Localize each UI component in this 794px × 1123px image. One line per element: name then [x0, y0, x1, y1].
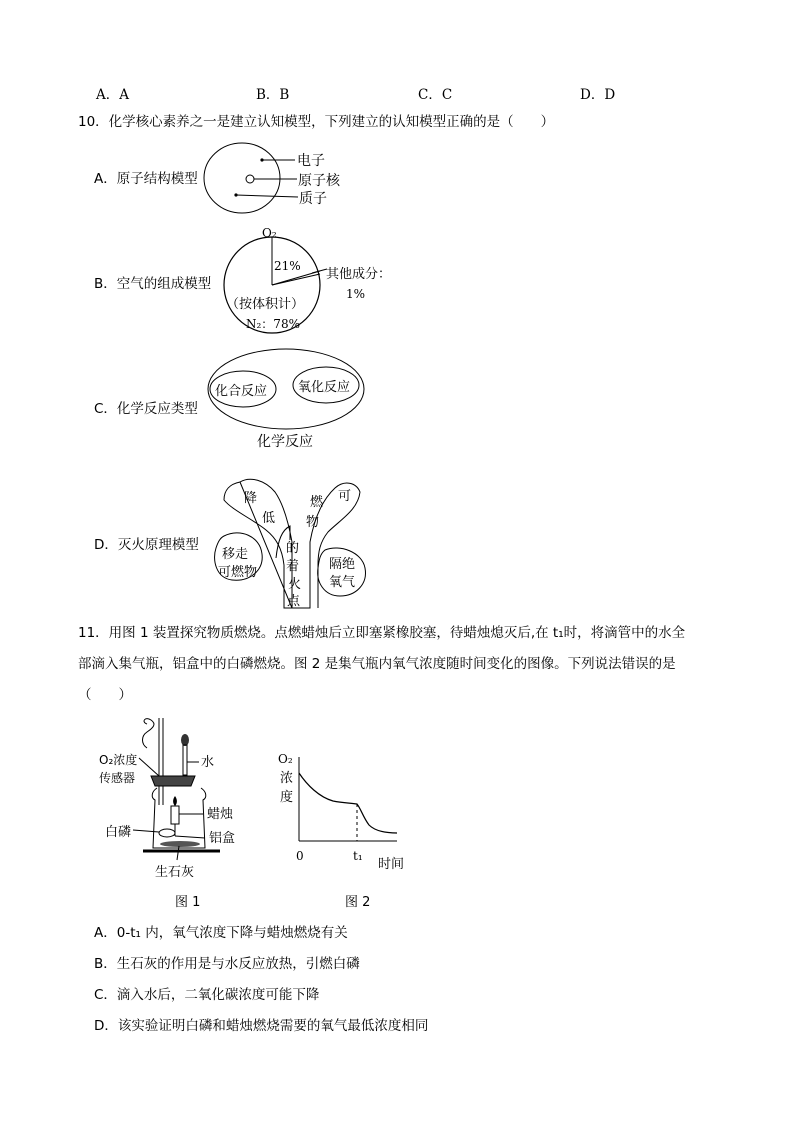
proton-label: 质子 — [299, 191, 327, 207]
pie-o2-pct: 21% — [274, 259, 301, 273]
q11-stem-line1: 11．用图 1 装置探究物质燃烧。点燃蜡烛后立即塞紧橡胶塞，待蜡烛熄灭后,在 t₁时，将滴管中的水全 — [78, 625, 686, 641]
dropper-tube — [183, 745, 187, 775]
ignition-char-4: 点 — [287, 594, 301, 609]
combustible-char-2: 燃 — [310, 495, 324, 510]
q11-option-b[interactable]: B．生石灰的作用是与水反应放热，引燃白磷 — [94, 956, 360, 972]
q9-option-a[interactable]: A．A — [96, 87, 129, 103]
remove-line-2: 可燃物 — [218, 565, 258, 580]
ignition-char-2: 着 — [286, 559, 300, 574]
pie-other-pct: 1% — [346, 287, 366, 301]
air-composition-pie — [222, 222, 402, 337]
y-label-o2: O₂ — [278, 752, 293, 766]
figure-2-caption: 图 2 — [345, 895, 371, 910]
lower-char-1: 降 — [244, 491, 258, 506]
phosphorus-label: 白磷 — [105, 825, 132, 840]
atom-structure-diagram — [200, 140, 380, 215]
pie-divider-other — [272, 274, 320, 285]
x-tick-t1: t₁ — [353, 849, 363, 863]
remove-line-1: 移走 — [222, 547, 249, 562]
combustible-char-3: 物 — [306, 515, 320, 530]
candle-flame — [173, 796, 177, 806]
al-box-leader — [175, 836, 205, 838]
sensor-wire — [143, 719, 154, 748]
q11-option-a[interactable]: A．0-t₁ 内，氧气浓度下降与蜡烛燃烧有关 — [94, 925, 348, 941]
fire-extinguish-diagram — [210, 470, 380, 615]
q11-option-c[interactable]: C．滴入水后，二氧化碳浓度可能下降 — [94, 987, 320, 1003]
ignition-char-3: 火 — [288, 577, 302, 592]
rubber-stopper — [151, 776, 195, 786]
q9-option-c[interactable]: C．C — [418, 87, 453, 103]
pie-by-volume: （按体积计） — [226, 297, 305, 312]
isolate-line-1: 隔绝 — [329, 557, 356, 572]
figure-2-chart — [275, 745, 415, 910]
combination-label: 化合反应 — [215, 384, 268, 399]
atom-outer-circle — [204, 143, 280, 213]
q10-option-c-label[interactable]: C．化学反应类型 — [94, 401, 198, 417]
q9-option-b[interactable]: B．B — [256, 87, 290, 103]
isolate-line-2: 氧气 — [329, 575, 356, 590]
pie-n2-label: N₂：78% — [246, 317, 300, 331]
oxidation-label: 氧化反应 — [298, 380, 351, 395]
figure-1-apparatus — [95, 710, 255, 910]
q11-stem-line3: （ ） — [78, 687, 132, 703]
proton-leader — [236, 195, 298, 197]
ignition-char-1: 的 — [286, 541, 300, 556]
lime-label: 生石灰 — [155, 865, 195, 880]
reaction-type-diagram — [205, 345, 375, 455]
phosphorus-leader — [133, 830, 159, 832]
lime-layer — [160, 841, 200, 847]
figure-1-caption: 图 1 — [175, 895, 201, 910]
dropper-bulb — [181, 734, 189, 746]
y-label-char-1: 浓 — [280, 771, 294, 786]
o2-curve — [299, 773, 397, 833]
lower-char-2: 低 — [262, 511, 276, 526]
q9-option-d[interactable]: D．D — [580, 87, 616, 103]
q10-option-d-label[interactable]: D．灭火原理模型 — [94, 537, 199, 553]
q11-option-d[interactable]: D．该实验证明白磷和蜡烛燃烧需要的氧气最低浓度相同 — [94, 1018, 429, 1034]
pie-o2-label: O₂ — [262, 226, 277, 240]
y-label-char-2: 度 — [280, 790, 294, 805]
chem-reaction-label: 化学反应 — [257, 434, 313, 450]
x-tick-origin: 0 — [296, 849, 304, 863]
nucleus-circle — [246, 175, 254, 183]
pie-other-label: 其他成分： — [326, 267, 392, 282]
water-label: 水 — [201, 755, 215, 770]
nucleus-label: 原子核 — [298, 173, 340, 189]
sensor-label-1: O₂浓度 — [99, 753, 138, 767]
x-axis-label: 时间 — [378, 857, 405, 872]
other-leader — [312, 269, 327, 273]
electron-label: 电子 — [297, 153, 325, 169]
candle-body — [171, 806, 179, 824]
q10-stem: 10．化学核心素养之一是建立认知模型，下列建立的认知模型正确的是（ ） — [78, 114, 555, 130]
al-box-label: 铝盒 — [209, 831, 236, 846]
q10-option-b-label[interactable]: B．空气的组成模型 — [94, 276, 212, 292]
combustible-char-1: 可 — [338, 489, 352, 504]
candle-label: 蜡烛 — [207, 807, 234, 822]
q11-stem-line2: 部滴入集气瓶，铝盒中的白磷燃烧。图 2 是集气瓶内氧气浓度随时间变化的图像。下列说法错误的是 — [78, 656, 676, 672]
sensor-label-2: 传感器 — [99, 771, 136, 785]
sensor-leader — [139, 758, 159, 776]
q10-option-a-label[interactable]: A．原子结构模型 — [94, 171, 198, 187]
al-box-shape — [159, 829, 175, 837]
